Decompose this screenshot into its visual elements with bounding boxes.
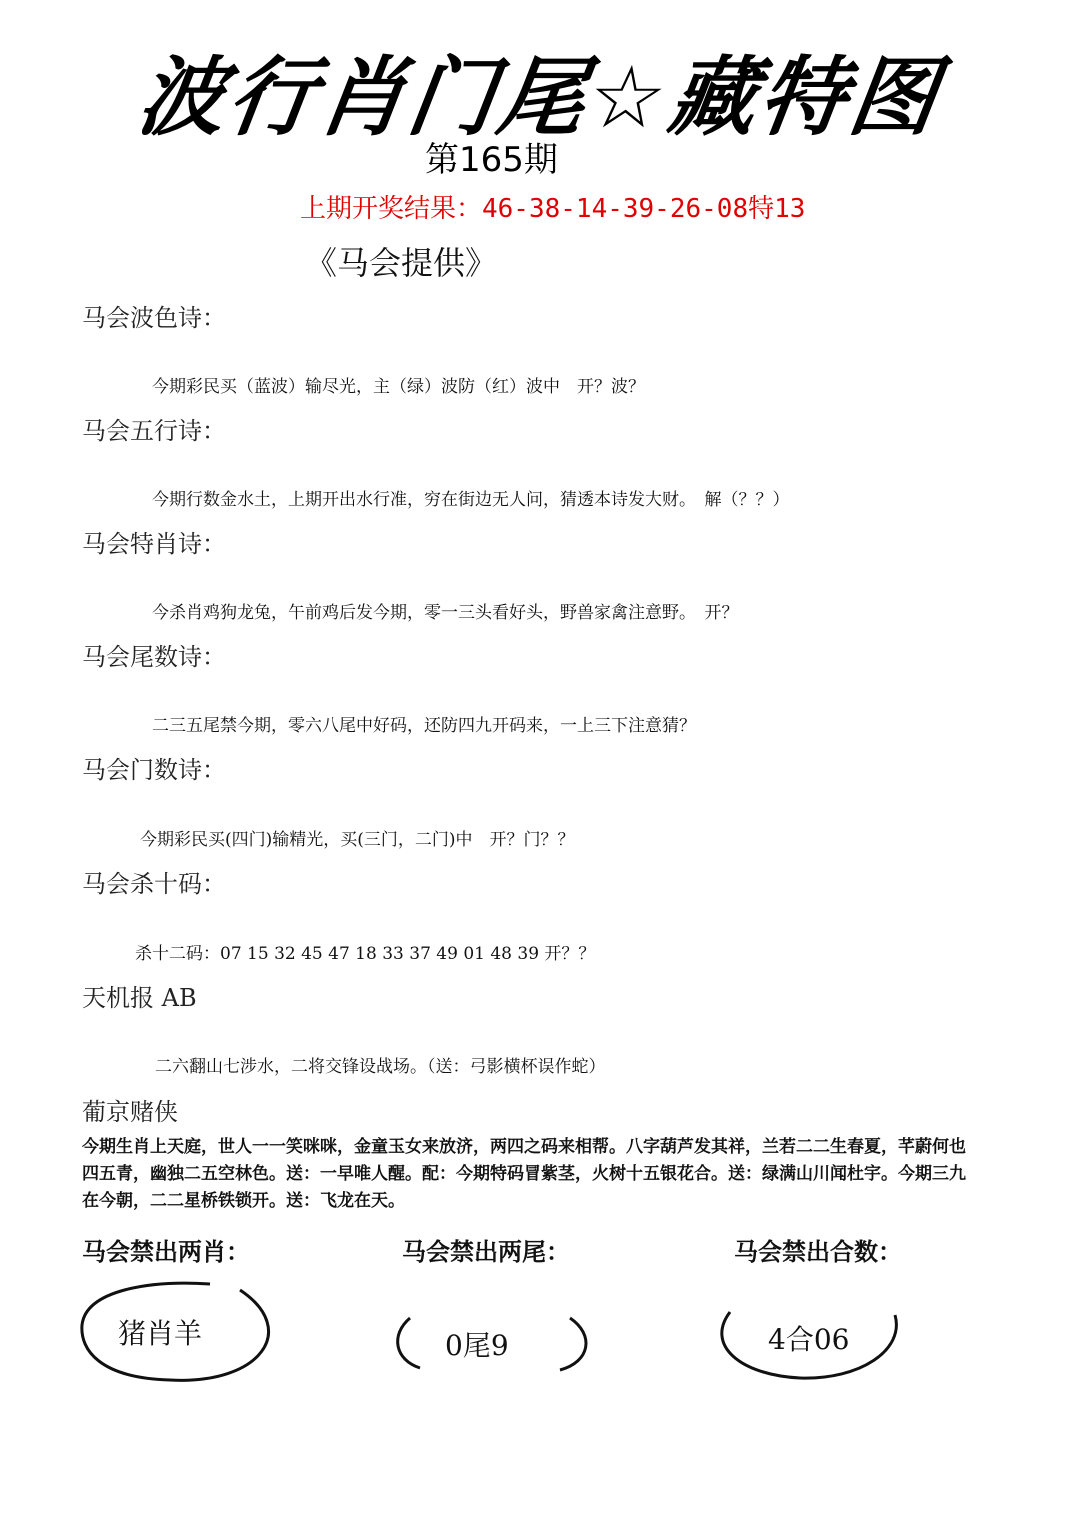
ban-zodiac-value: 猪肖羊 [118, 1317, 203, 1350]
poem-special-zodiac: 今杀肖鸡狗龙兔，午前鸡后发今期，零一三头看好头，野兽家禽注意野。 开？ [152, 603, 739, 623]
section-heading-wave-color: 马会波色诗： [82, 304, 226, 332]
oval-tail-right [560, 1318, 586, 1370]
poem-tianji: 二六翻山七涉水，二将交锋设战场。（送：弓影横杯误作蛇） [155, 1057, 606, 1077]
section-heading-special-zodiac: 马会特肖诗： [82, 530, 226, 558]
section-heading-gate-number: 马会门数诗： [82, 756, 226, 784]
section-heading-gambler: 葡京赌侠 [82, 1098, 178, 1126]
poem-tail-number: 二三五尾禁今期，零六八尾中好码，还防四九开码来，一上三下注意猜？ [152, 716, 696, 736]
page-title: 波行肖门尾☆藏特图 [131, 48, 948, 148]
oval-tail-left [398, 1318, 420, 1368]
provider-label: 《马会提供》 [305, 244, 498, 282]
last-result: 上期开奖结果：46-38-14-39-26-08特13 [300, 194, 806, 224]
ban-sum-value: 4合06 [768, 1323, 850, 1356]
poem-wave-color: 今期彩民买（蓝波）输尽光，主（绿）波防（红）波中 开？波？ [152, 377, 645, 397]
poem-five-elements: 今期行数金水土，上期开出水行准，穷在街边无人问，猜透本诗发大财。 解（？？） [152, 490, 790, 510]
issue-number: 第165期 [425, 140, 558, 180]
section-heading-tail-number: 马会尾数诗： [82, 643, 226, 671]
ban-sum-label: 马会禁出合数： [734, 1237, 902, 1266]
ban-tail-value: 0尾9 [445, 1329, 509, 1362]
ban-zodiac-label: 马会禁出两肖： [82, 1237, 250, 1266]
section-heading-tianji: 天机报 AB [82, 984, 197, 1012]
ban-tail-label: 马会禁出两尾： [402, 1237, 570, 1266]
poem-gate-number: 今期彩民买(四门)输精光，买(三门，二门)中 开？门？？ [140, 830, 575, 850]
section-heading-kill-ten: 马会杀十码： [82, 870, 226, 898]
gambler-paragraph: 今期生肖上天庭，世人一一笑咪咪，金童玉女来放济，两四之码来相帮。八字葫芦发其祥，兰若二二生春夏，芊蔚何也四五青，幽独二五空林色。送：一早唯人醒。配：今期特码冒紫茎，火树十五银花合。送：绿满山川闻杜宇。今期三九在今朝，二二星桥铁锁开。送：飞龙在天。 [82, 1137, 966, 1211]
kill-twelve-numbers: 杀十二码：07 15 32 45 47 18 33 37 49 01 48 39 开？？ [135, 944, 596, 964]
section-heading-five-elements: 马会五行诗： [82, 417, 226, 445]
